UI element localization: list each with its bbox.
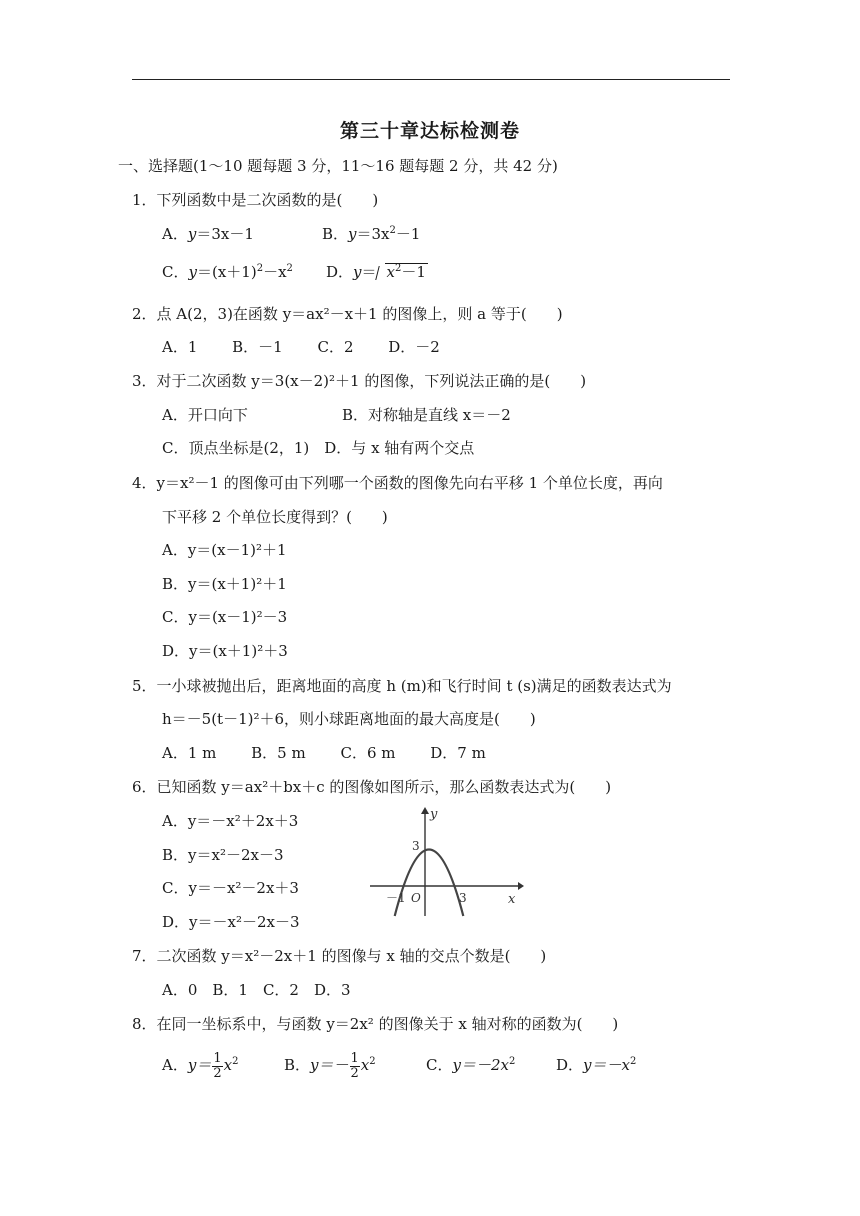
q8-option-b: B．y＝－ $\frac{1}{2}$ $x^2$ [284,1050,376,1081]
option-label: D． [326,263,354,281]
math: ＝(x＋1) [196,263,257,281]
exponent: 2 [389,225,396,236]
q8-option-d: D．$y=-x^2$ [556,1056,637,1074]
q4-option-d: D．y＝(x＋1)²＋3 [162,642,288,660]
question-5-stem: 5．一小球被抛出后，距离地面的高度 h (m)和飞行时间 t (s)满足的函数表达式为 [132,677,672,695]
question-2-stem: 2．点 A(2，3)在函数 y＝ax²－x＋1 的图像上，则 a 等于( ) [132,305,563,323]
question-4-stem: 4．y＝x²－1 的图像可由下列哪一个函数的图像先向右平移 1 个单位长度，再向 [132,474,663,492]
tick-label-x-3: 3 [459,891,467,905]
q6-option-d: D．y＝－x²－2x－3 [162,913,300,931]
question-6-stem: 6．已知函数 y＝ax²＋bx＋c 的图像如图所示，那么函数表达式为( ) [132,778,612,796]
x-axis-label: x [508,892,516,907]
q5-options: A．1 m B．5 m C．6 m D．7 m [162,744,486,762]
math: －x [263,263,287,281]
question-3-stem: 3．对于二次函数 y＝3(x－2)²＋1 的图像，下列说法正确的是( ) [132,372,587,390]
y-axis-label: y [430,807,438,822]
math: ＝3x [356,225,390,243]
fraction: $\frac{1}{2}$ [213,1050,222,1081]
math: y [348,225,357,243]
q6-option-c: C．y＝－x²－2x＋3 [162,879,299,897]
q3-option-b: B．对称轴是直线 x＝－2 [342,406,511,424]
q6-option-a: A．y＝－x²＋2x＋3 [162,812,299,830]
q8-option-a: A．y＝ $\frac{1}{2}$ $x^2$ [162,1050,239,1081]
exponent: 2 [286,263,293,274]
question-4-stem-cont: 下平移 2 个单位长度得到？( ) [162,508,388,526]
x-axis-arrow [518,882,524,890]
math: ＝3x－1 [196,225,254,243]
q4-option-b: B．y＝(x＋1)²＋1 [162,575,287,593]
option-label: C． [162,263,189,281]
question-5-stem-cont: h＝－5(t－1)²＋6，则小球距离地面的最大高度是( ) [162,710,536,728]
tick-label-y-3: 3 [412,839,420,853]
math: －1 [395,225,421,243]
q2-options: A．1 B．－1 C．2 D．－2 [162,338,440,356]
q4-option-c: C．y＝(x－1)²－3 [162,608,288,626]
q8-option-c: C．$y=-2x^2$ [426,1056,516,1074]
option-label: A． [162,225,188,243]
q1-option-d [326,262,428,282]
square-root: $x^2-1$ [386,263,426,281]
option-label: B． [322,225,349,243]
parabola-curve [395,850,464,917]
math: y [188,263,197,281]
q6-option-b: B．y＝x²－2x－3 [162,846,284,864]
q3-option-a: A．开口向下 [162,406,248,424]
page-title: 第三十章达标检测卷 [339,120,520,142]
q1-option-b [322,224,420,244]
q7-options: A．0 B．1 C．2 D．3 [162,981,351,999]
option-label: A． [162,1056,188,1074]
header-rule [132,79,730,80]
q1-option-c [162,262,293,282]
question-1-stem: 1．下列函数中是二次函数的是( ) [132,191,379,209]
math: y [187,225,197,243]
q1-option-a [162,224,254,244]
tick-label-x-neg1: －1 [386,891,406,905]
question-8-stem: 8．在同一坐标系中，与函数 y＝2x² 的图像关于 x 轴对称的函数为( ) [132,1015,619,1033]
q4-option-a: A．y＝(x－1)²＋1 [162,541,287,559]
math: y [353,263,362,281]
question-7-stem: 7．二次函数 y＝x²－2x＋1 的图像与 x 轴的交点个数是( ) [132,947,547,965]
option-label: B． [284,1056,311,1074]
origin-label: O [411,891,421,905]
parabola-graph [368,806,524,918]
math: ＝ [361,263,377,281]
option-label: C． [426,1056,453,1074]
fraction: $\frac{1}{2}$ [350,1050,359,1081]
y-axis-arrow [421,807,429,814]
exponent: 2 [256,263,264,274]
section-heading: 一、选择题(1～10 题每题 3 分，11～16 题每题 2 分，共 42 分) [118,157,558,175]
option-label: D． [556,1056,584,1074]
q3-option-cd: C．顶点坐标是(2，1) D．与 x 轴有两个交点 [162,439,475,457]
